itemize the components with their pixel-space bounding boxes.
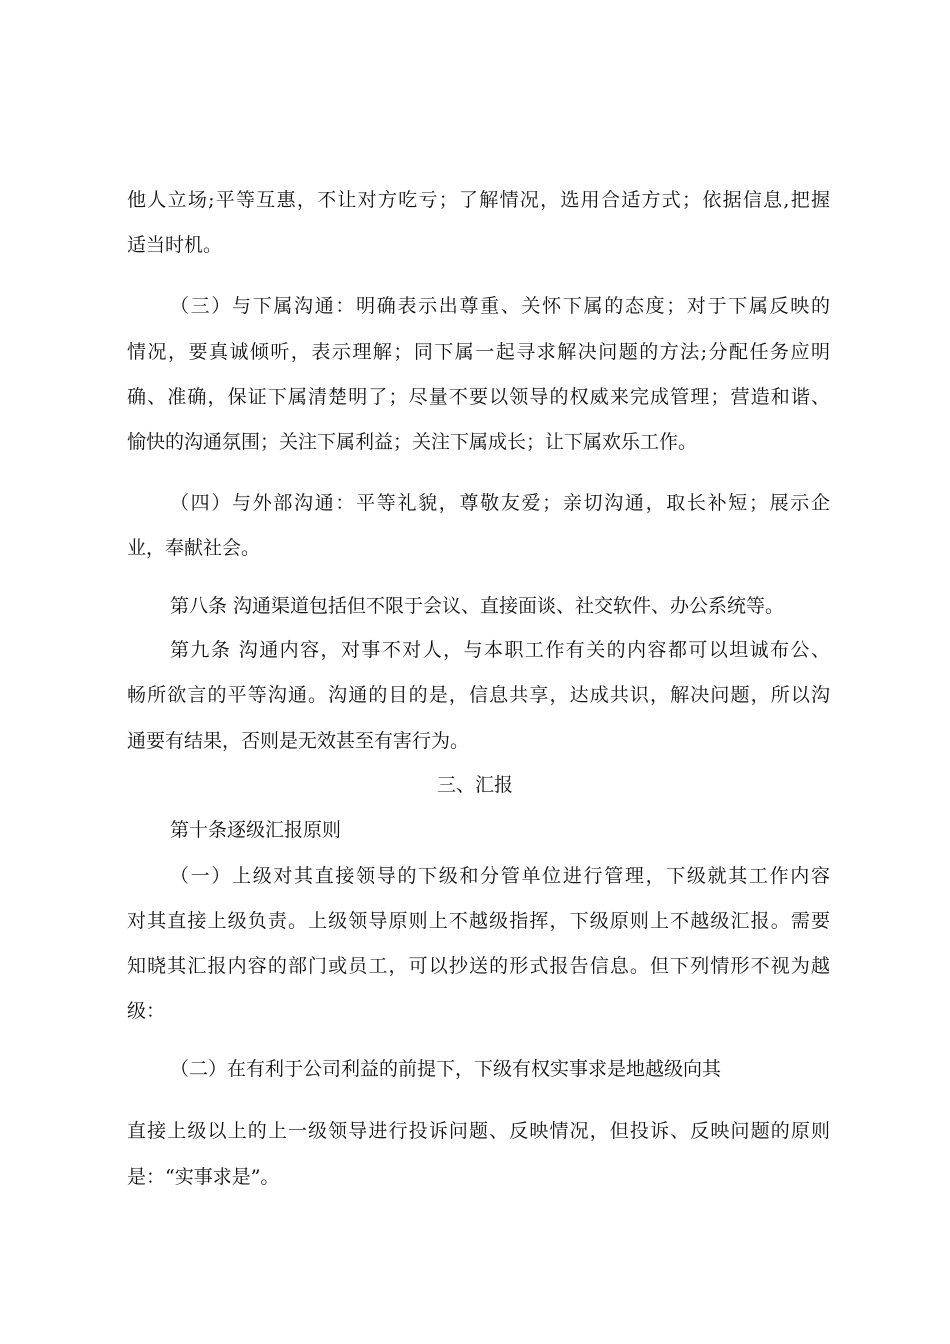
paragraph-line: （二）在有利于公司利益的前提下，下级有权实事求是地越级向其 (170, 1058, 722, 1080)
paragraph-line: 他人立场;平等互惠，不让对方吃亏；了解情况，选用合适方式；依据信息,把握 (127, 189, 830, 211)
paragraph-line: 级： (127, 1000, 166, 1022)
article-10-heading: 第十条逐级汇报原则 (170, 819, 342, 841)
paragraph-line: 知晓其汇报内容的部门或员工，可以抄送的形式报告信息。但下列情形不视为越 (127, 955, 830, 977)
paragraph-line: （三）与下属沟通：明确表示出尊重、关怀下属的态度；对于下属反映的 (170, 295, 830, 317)
paragraph-line: （四）与外部沟通：平等礼貌，尊敬友爱；亲切沟通，取长补短；展示企 (170, 492, 830, 514)
paragraph-line: 直接上级以上的上一级领导进行投诉问题、反映情况，但投诉、反映问题的原则 (127, 1120, 830, 1142)
paragraph-line: 业，奉献社会。 (127, 537, 261, 559)
paragraph-line: 愉快的沟通氛围；关注下属利益；关注下属成长；让下属欢乐工作。 (127, 431, 698, 453)
article-9-line: 第九条 沟通内容，对事不对人，与本职工作有关的内容都可以坦诚布公、 (170, 639, 830, 661)
paragraph-line: 畅所欲言的平等沟通。沟通的目的是，信息共享，达成共识，解决问题，所以沟 (127, 684, 830, 706)
paragraph-line: 对其直接上级负责。上级领导原则上不越级指挥，下级原则上不越级汇报。需要 (127, 910, 830, 932)
paragraph-line: 适当时机。 (127, 234, 223, 256)
paragraph-line: （一）上级对其直接领导的下级和分管单位进行管理，下级就其工作内容 (170, 865, 830, 887)
paragraph-line: 确、准确，保证下属清楚明了；尽量不要以领导的权威来完成管理；营造和谐、 (127, 386, 830, 408)
paragraph-line: 通要有结果，否则是无效甚至有害行为。 (127, 730, 470, 752)
paragraph-line: 情况，要真诚倾听，表示理解；同下属一起寻求解决问题的方法;分配任务应明 (127, 341, 830, 363)
article-8-line: 第八条 沟通渠道包括但不限于会议、直接面谈、社交软件、办公系统等。 (170, 595, 785, 617)
section-heading: 三、汇报 (436, 774, 513, 796)
paragraph-line: 是：“实事求是”。 (127, 1166, 280, 1188)
